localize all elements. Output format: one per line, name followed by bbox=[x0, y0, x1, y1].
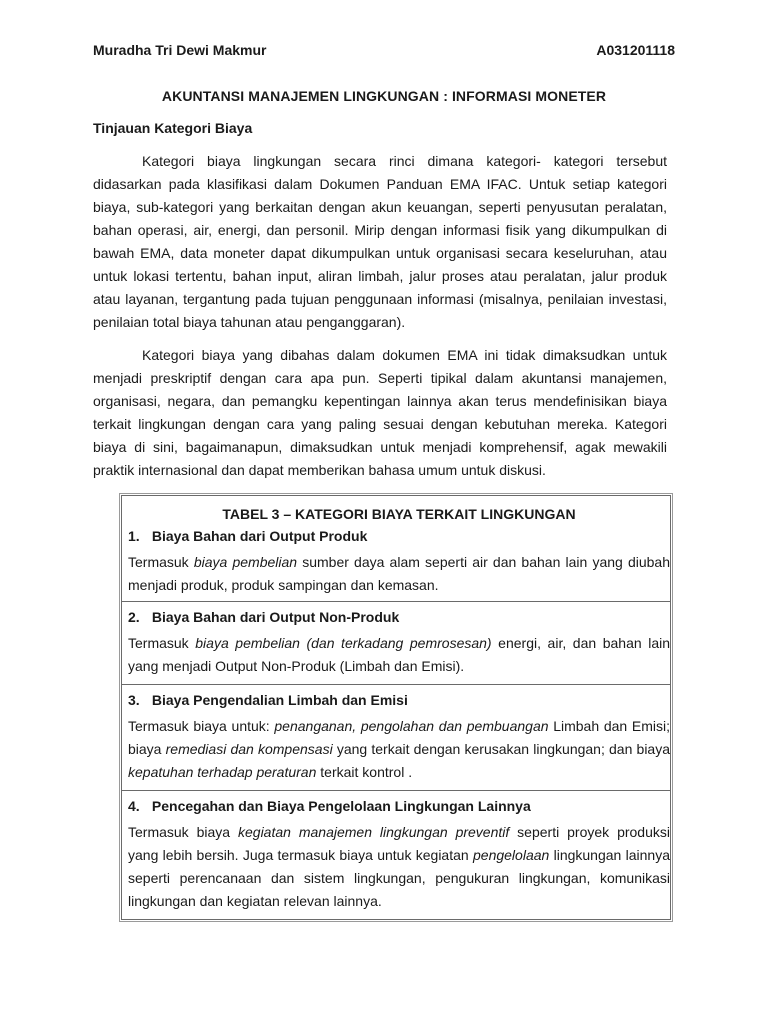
section-title-text: Biaya Bahan dari Output Produk bbox=[151, 528, 368, 544]
section-title bbox=[128, 606, 670, 629]
section-description bbox=[128, 551, 670, 597]
desc-italic: biaya pembelian bbox=[193, 554, 298, 570]
cost-category-table bbox=[121, 495, 671, 920]
desc-text: sumber daya alam seperti air dan bahan lain yang diubah menjadi produk, produk sampingan dan kemasan. bbox=[128, 554, 670, 593]
section-title-text: Pencegahan dan Biaya Pengelolaan Lingkungan Lainnya bbox=[151, 798, 531, 814]
section-number: 3. bbox=[128, 692, 140, 708]
table-row bbox=[122, 685, 671, 791]
desc-text: Limbah dan Emisi; biaya bbox=[128, 718, 670, 757]
desc-text: lingkungan lainnya seperti perencanaan dan sistem lingkungan, pengukuran lingkungan, komunikasi lingkungan dan kegiatan relevan lainnya. bbox=[128, 847, 670, 909]
table-caption-row bbox=[122, 496, 671, 602]
student-id: A031201118 bbox=[596, 42, 675, 58]
author-name: Muradha Tri Dewi Makmur bbox=[93, 42, 267, 58]
desc-text: Termasuk biaya bbox=[128, 824, 238, 840]
section-title-text: Biaya Pengendalian Limbah dan Emisi bbox=[151, 692, 408, 708]
table-row bbox=[122, 791, 671, 920]
section-number: 2. bbox=[128, 609, 140, 625]
desc-italic: biaya pembelian (dan terkadang pemrosesan) bbox=[195, 635, 492, 651]
section-number: 1. bbox=[128, 528, 140, 544]
document-title: AKUNTANSI MANAJEMEN LINGKUNGAN : INFORMASI MONETER bbox=[161, 88, 607, 104]
desc-text: terkait kontrol . bbox=[316, 764, 413, 780]
paragraph-2: Kategori biaya yang dibahas dalam dokumen EMA ini tidak dimaksudkan untuk menjadi preskriptif dengan cara apa pun. Seperti tipikal dalam akuntansi manajemen, organisasi, negara, dan pemangku kepentingan lainnya akan terus mendefinisikan biaya terkait lingkungan dengan cara yang paling sesuai dengan kebutuhan mereka. Kategori biaya di sini, bagaimanapun, dimaksudkan untuk menjadi komprehensif, agak mewakili praktik internasional dan dapat memberikan bahasa umum untuk diskusi. bbox=[93, 347, 667, 478]
section-title bbox=[128, 795, 670, 818]
desc-italic: kegiatan manajemen lingkungan preventif bbox=[238, 824, 510, 840]
section-title bbox=[128, 689, 670, 712]
table-caption: TABEL 3 – KATEGORI BIAYA TERKAIT LINGKUNGAN bbox=[222, 506, 576, 522]
table-row bbox=[122, 602, 671, 685]
desc-text: seperti proyek produksi yang lebih bersih. Juga termasuk biaya untuk kegiatan bbox=[128, 824, 670, 863]
desc-italic: penanganan, pengolahan dan pembuangan bbox=[274, 718, 549, 734]
section-description bbox=[128, 715, 670, 784]
desc-text: energi, air, dan bahan lain yang menjadi Output Non-Produk (Limbah dan Emisi). bbox=[128, 635, 671, 674]
desc-text: Termasuk biaya untuk: bbox=[128, 718, 275, 734]
desc-italic: kepatuhan terhadap peraturan bbox=[128, 764, 317, 780]
section-description bbox=[128, 821, 670, 913]
desc-italic: remediasi dan kompensasi bbox=[165, 741, 333, 757]
section-title bbox=[128, 525, 670, 548]
section-subtitle: Tinjauan Kategori Biaya bbox=[93, 120, 253, 136]
desc-text: Termasuk bbox=[128, 635, 196, 651]
section-description bbox=[128, 632, 670, 678]
section-number: 4. bbox=[128, 798, 140, 814]
desc-italic: pengelolaan bbox=[473, 847, 550, 863]
section-title-text: Biaya Bahan dari Output Non-Produk bbox=[151, 609, 400, 625]
desc-text: Termasuk bbox=[128, 554, 194, 570]
paragraph-1: Kategori biaya lingkungan secara rinci dimana kategori- kategori tersebut didasarkan pada klasifikasi dalam Dokumen Panduan EMA IFAC. Untuk setiap kategori biaya, sub-kategori yang berkaitan dengan akun keuangan, seperti penyusutan peralatan, bahan operasi, air, energi, dan personil. Mirip dengan informasi fisik yang dikumpulkan di bawah EMA, data moneter dapat dikumpulkan untuk organisasi secara keseluruhan, atau untuk lokasi tertentu, bahan input, aliran limbah, jalur proses atau peralatan, jalur produk atau layanan, tergantung pada tujuan penggunaan informasi (misalnya, penilaian investasi, penilaian total biaya tahunan atau penganggaran). bbox=[93, 153, 667, 330]
desc-text: yang terkait dengan kerusakan lingkungan; dan biaya bbox=[332, 741, 670, 757]
